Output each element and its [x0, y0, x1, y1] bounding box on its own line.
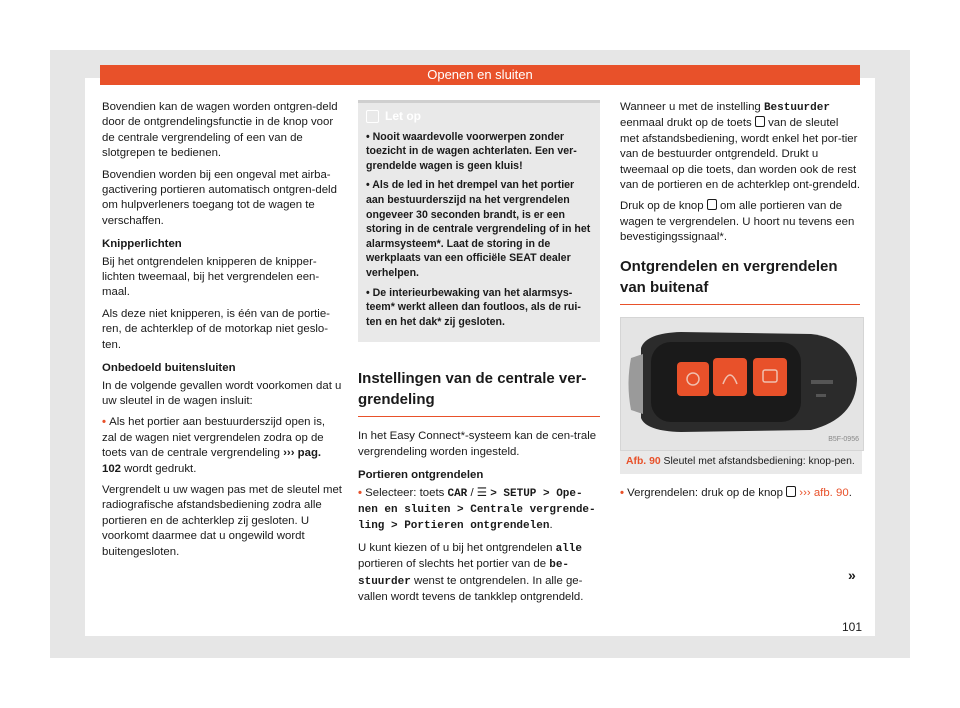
- section-title-instellingen: Instellingen van de centrale ver-grendeling: [358, 368, 600, 417]
- column-2: [358, 100, 600, 611]
- paragraph: Wanneer u met de instelling Bestuurder eenmaal drukt op de toets van de sleutel met afstandsbediening, wordt enkel het por-tier van de bestuurder ontgrendeld. Drukt u tweemaal op die toets, dan worden ook de rest van de portieren en de achterklep ont-grendeld.: [620, 101, 860, 192]
- menu-path: > SETUP > Ope-nen en sluiten > Centrale vergrende-ling > Portieren ontgrendelen: [358, 487, 596, 533]
- lock-button: [753, 358, 787, 396]
- figure-caption: Afb. 90 Sleutel met afstandsbediening: knop-pen.: [620, 451, 862, 474]
- trunk-button: [713, 358, 747, 396]
- menu-icon: ☰: [476, 486, 488, 499]
- paragraph: Vergrendelt u uw wagen pas met de sleutel met radiografische afstandsbediening zodra alle portieren en de achterklep zij gesloten. U voorkomt daarmee dat u ongewild wordt buitengesloten.: [102, 483, 342, 558]
- bullet-item: • Als het portier aan bestuurderszijd open is, zal de wagen niet vergrendelen zodra op de toets van de centrale vergrendeling ››› pag. 102 wordt gedrukt.: [102, 416, 326, 475]
- bullet-item: • Selecteer: toets CAR / ☰ > SETUP > Ope-nen en sluiten > Centrale vergrende-ling > Portieren ontgrendelen.: [358, 486, 596, 533]
- paragraph: U kunt kiezen of u bij het ontgrendelen alle portieren of slechts het portier van de be-stuurder wenst te ontgrendelen. In alle ge-vallen wordt tevens de tankklep ontgrendeld.: [358, 541, 584, 603]
- paragraph: Druk op de knop om alle portieren van de wagen te vergrendelen. U hoort nu tevens een bevestigingssignaal*.: [620, 200, 855, 244]
- figure-code: B5F-0956: [828, 436, 859, 444]
- column-1: [102, 100, 342, 566]
- subheading-portieren: Portieren ontgrendelen: [358, 469, 484, 482]
- paragraph: In het Easy Connect*-systeem kan de cen-trale vergrendeling worden ingesteld.: [358, 430, 597, 458]
- caution-note: [358, 100, 600, 342]
- bullet-item: • Vergrendelen: druk op de knop ››› afb. 90.: [620, 486, 852, 499]
- continue-marker: »: [848, 567, 856, 583]
- page-header: Openen en sluiten: [100, 65, 860, 85]
- section-title-buitenaf: Ontgrendelen en vergrendelen van buitenaf: [620, 256, 860, 305]
- note-bullet: • Als de led in het drempel van het portier aan bestuurderszijd na het vergrendelen ongeveer 30 seconden brandt, is er een storing in de centrale vergrendeling of in het alarmsysteem*. Laat de storing in de werkplaats van een officiële SEAT dealer verhelpen.: [366, 179, 591, 279]
- paragraph: Bij het ontgrendelen knipperen de knipper-lichten tweemaal, bij het vergrendelen een-maal.: [102, 255, 320, 299]
- paragraph: In de volgende gevallen wordt voorkomen dat u uw sleutel in de wagen insluit:: [102, 379, 342, 407]
- unlock-icon: [755, 116, 765, 127]
- figure-reference-link[interactable]: ››› afb. 90: [799, 486, 849, 499]
- page-reference-link[interactable]: ››› pag. 102: [102, 447, 322, 475]
- bullet-icon: •: [358, 486, 366, 499]
- lock-icon: [786, 486, 796, 497]
- note-title: Let op: [366, 109, 592, 124]
- note-bullet: • De interieurbewaking van het alarmsys-teem* werkt alleen dan foutloos, als de rui-ten en het dak* zij gesloten.: [366, 286, 581, 328]
- page-number: 101: [842, 620, 863, 634]
- lock-icon: [707, 199, 717, 210]
- paragraph: Als deze niet knipperen, is één van de portie-ren, de achterklep of de motorkap niet geslo-ten.: [102, 307, 330, 351]
- paragraph: Bovendien kan de wagen worden ontgren-deld door de ontgrendelingsfunctie in de knop voor de centrale vergrendeling of een van de slotgrepen te bedienen.: [102, 101, 338, 160]
- bullet-icon: •: [620, 486, 628, 499]
- bullet-icon: •: [102, 416, 110, 429]
- car-key-label: CAR: [447, 487, 468, 500]
- remote-key-illustration: [621, 318, 863, 450]
- column-3: [620, 100, 860, 507]
- info-icon: [366, 110, 379, 123]
- note-bullet: • Nooit waardevolle voorwerpen zonder toezicht in de wagen achterlaten. Een ver-grendelde wagen is geen kluis!: [366, 130, 577, 172]
- subheading-knipperlichten: Knipperlichten: [102, 238, 182, 251]
- unlock-button: [677, 362, 709, 396]
- subheading-buitensluiten: Onbedoeld buitensluiten: [102, 362, 236, 375]
- key-figure: [620, 317, 864, 451]
- paragraph: Bovendien worden bij een ongeval met airba-gactivering portieren automatisch ontgren-deld om hulpverleners toegang tot de wagen te verschaffen.: [102, 168, 337, 227]
